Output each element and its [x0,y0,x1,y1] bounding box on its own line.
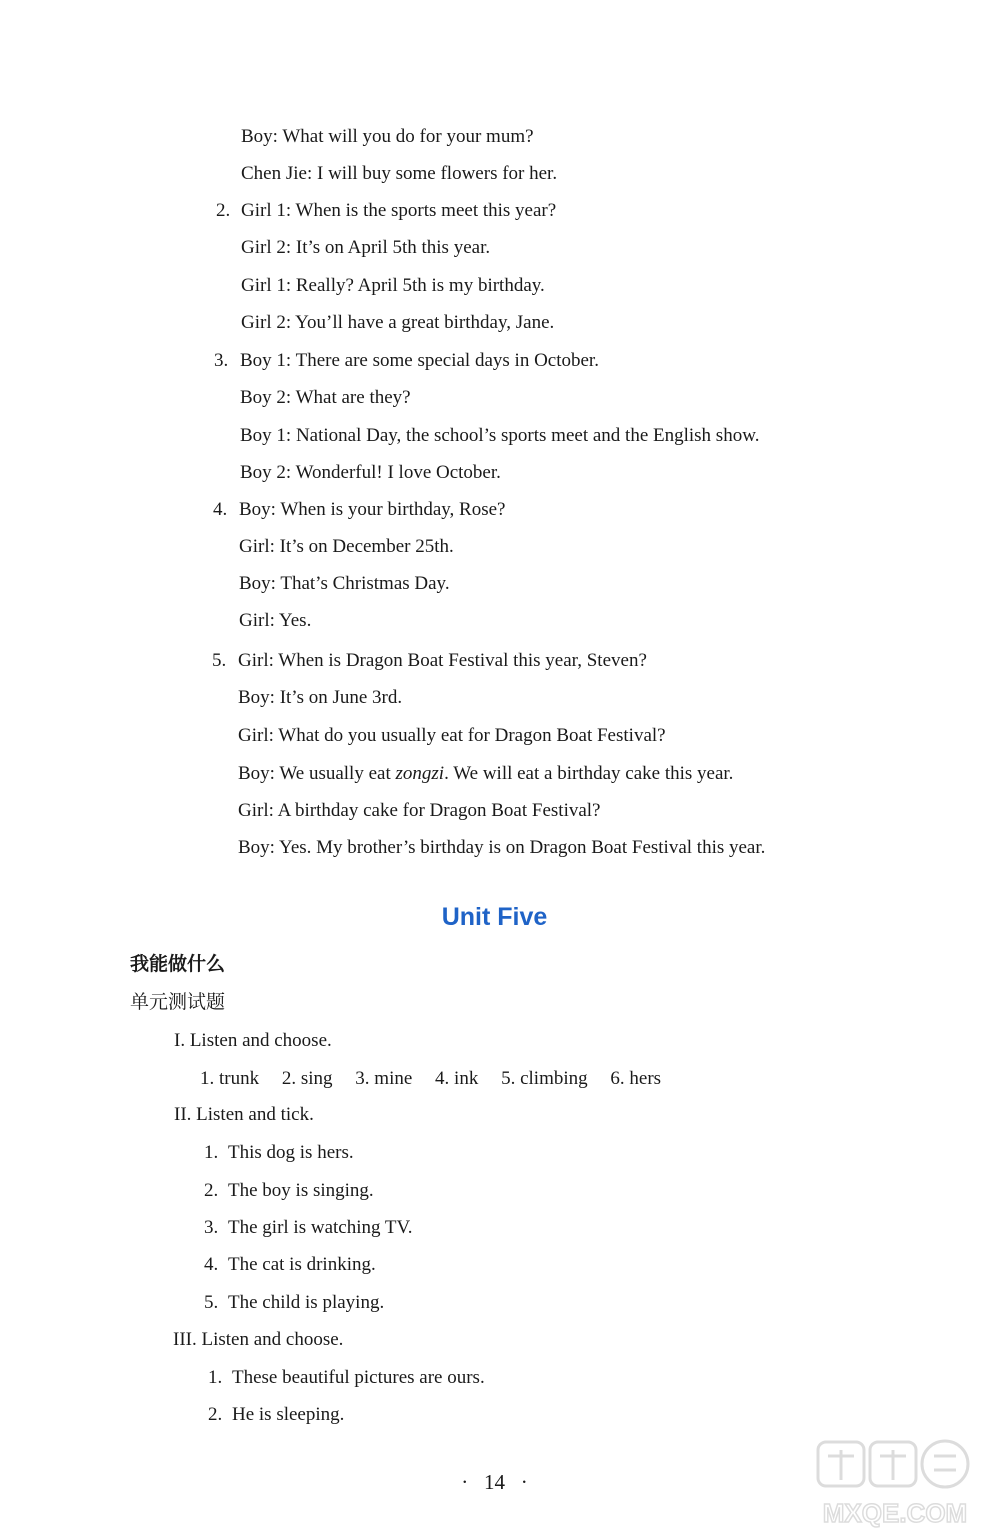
italic-term: zongzi [395,763,445,784]
unit-title: Unit Five [441,903,548,931]
page-dot-right: · [520,1470,528,1494]
dialogue-number: 4. [213,499,228,520]
item-text: The boy is singing. [228,1180,374,1201]
list-item [208,1368,485,1387]
section-heading-unit-test: 单元测试题 [130,991,226,1013]
dialogue-line: Girl 2: It’s on April 5th this year. [241,237,491,258]
section-iii-label: III. Listen and choose. [173,1329,344,1350]
section-ii-label: II. Listen and tick. [174,1104,314,1125]
dialogue-line: Girl 1: Really? April 5th is my birthday. [241,275,545,296]
list-item [204,1293,384,1312]
item-text: This dog is hers. [228,1142,354,1163]
dialogue-line: Girl 2: You’ll have a great birthday, Jane. [241,312,555,333]
dialogue-line: Boy 1: There are some special days in October. [240,350,599,371]
item-text: The girl is watching TV. [228,1217,413,1238]
dialogue-line: Boy: We usually eat zongzi. We will eat a birthday cake this year. [238,763,734,784]
dialogue-line: Boy: When is your birthday, Rose? [239,499,506,520]
dialogue-number: 2. [216,200,231,221]
word-item: 3. mine [355,1068,413,1089]
item-text: The cat is drinking. [228,1254,376,1275]
section-heading-what-can-i-do: 我能做什么 [130,953,226,975]
svg-text:MXQE.COM: MXQE.COM [822,1498,968,1528]
dialogue-line: Chen Jie: I will buy some flowers for her. [241,163,558,184]
dialogue-line: Boy: That’s Christmas Day. [239,573,450,594]
item-text: These beautiful pictures are ours. [232,1367,485,1388]
list-item [204,1143,354,1162]
dialogue-line: Boy 2: Wonderful! I love October. [240,462,501,483]
section-i-label: I. Listen and choose. [174,1030,332,1051]
list-item [204,1218,413,1237]
list-item [204,1255,376,1274]
dialogue-line: Girl 1: When is the sports meet this year? [241,200,557,221]
item-text: The child is playing. [228,1292,385,1313]
item-number: 2. [208,1404,223,1425]
item-number: 4. [204,1254,219,1275]
word-item: 2. sing [281,1068,333,1089]
item-number: 1. [208,1367,223,1388]
dialogue-line: Girl: A birthday cake for Dragon Boat Festival? [238,800,601,821]
dialogue-line: Boy: It’s on June 3rd. [238,687,403,708]
dialogue-line: Girl: What do you usually eat for Dragon Boat Festival? [238,725,666,746]
word-list [200,1069,679,1088]
word-item: 1. trunk [200,1068,260,1089]
word-item: 4. ink [435,1068,479,1089]
page-dot-left: · [461,1470,469,1494]
dialogue-line: Girl: It’s on December 25th. [239,536,454,557]
list-item [204,1181,374,1200]
item-number: 3. [204,1217,219,1238]
dialogue-number: 5. [212,650,227,671]
list-item [208,1405,344,1424]
item-number: 5. [204,1292,219,1313]
item-number: 1. [204,1142,219,1163]
dialogue-line: Boy: Yes. My brother’s birthday is on Dragon Boat Festival this year. [238,837,766,858]
page-number-value: 14 [484,1470,505,1494]
item-number: 2. [204,1180,219,1201]
word-item: 6. hers [610,1068,662,1089]
watermark-logo [810,1436,980,1531]
item-text: He is sleeping. [232,1404,345,1425]
dialogue-number: 3. [214,350,229,371]
dialogue-line: Girl: Yes. [239,610,312,631]
dialogue-line: Girl: When is Dragon Boat Festival this year, Steven? [238,650,647,671]
word-item: 5. climbing [501,1068,588,1089]
dialogue-line: Boy 2: What are they? [240,387,411,408]
dialogue-line: Boy 1: National Day, the school’s sports meet and the English show. [240,425,760,446]
dialogue-line: Boy: What will you do for your mum? [241,126,534,147]
